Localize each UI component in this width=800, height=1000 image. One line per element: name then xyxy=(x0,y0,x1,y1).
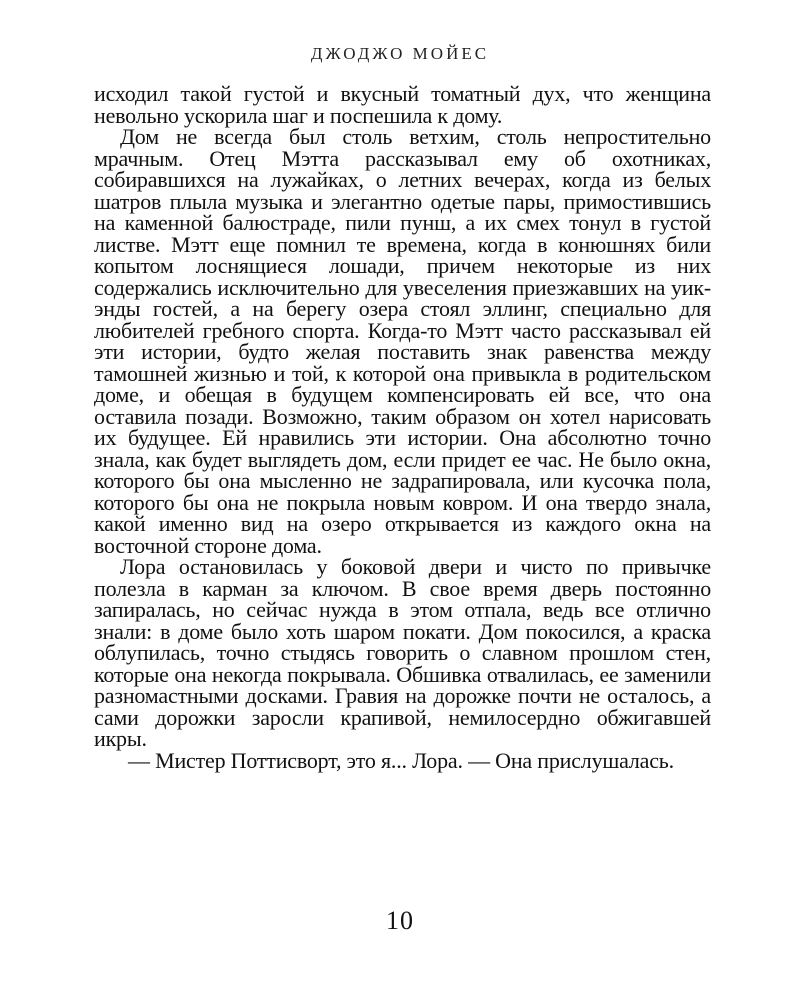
paragraph-dialogue: — Мистер Поттисворт, это я... Лора. — Она прислушалась. xyxy=(128,747,674,773)
running-header: ДЖОДЖО МОЙЕС xyxy=(310,44,490,63)
page-number: 10 xyxy=(386,906,414,935)
paragraph: Дом не всегда был столь ветхим, столь непростительно мрачным. Отец Мэтта рассказывал ему об охотниках, собиравшихся на лужайках, о летних вечерах, когда из белых шатров плыла музыка и элегантно одетые пары, примостившись на каменной балюстраде, пили пунш, а их смех тонул в густой листве. Мэтт еще помнил те времена, когда в конюшнях били копытом лоснящиеся лошади, причем некоторые из них содержались исключительно для увеселения приезжавших на уик-энды гостей, а на берегу озера стоял эллинг, специально для любителей гребного спорта. Когда-то Мэтт часто рассказывал ей эти истории, будто желая поставить знак равенства между тамошней жизнью и той, к которой она привыкла в родительском доме, и обещая в будущем компенсировать ей все, что она оставила позади. Возможно, таким образом он хотел нарисовать их будущее. Ей нравились эти истории. Она абсолютно точно знала, как будет выглядеть дом, если придет ее час. Не было окна, которого бы она мысленно не задрапировала, или кусочка пола, которого бы она не покрыла новым ковром. И она твердо знала, какой именно вид на озеро открывается из каждого окна на восточной стороне дома. xyxy=(94,124,711,558)
paragraph: Лора остановилась у боковой двери и чисто по привычке полезла в карман за ключом. В свое время дверь постоянно запиралась, но сейчас нужда в этом отпала, ведь все отлично знали: в доме было хоть шаром покати. Дом покосился, а краска облупилась, точно стыдясь говорить о славном прошлом стен, которые она некогда покрывала. Обшивка отвалилась, ее заменили разномастными досками. Гравия на дорожке почти не осталось, а сами дорожки заросли крапивой, немилосердно обжигавшей икры. xyxy=(94,554,711,751)
paragraph-continuation: исходил такой густой и вкусный томатный дух, что женщина невольно ускорила шаг и поспешила к дому. xyxy=(94,81,711,128)
body-text xyxy=(94,83,711,771)
